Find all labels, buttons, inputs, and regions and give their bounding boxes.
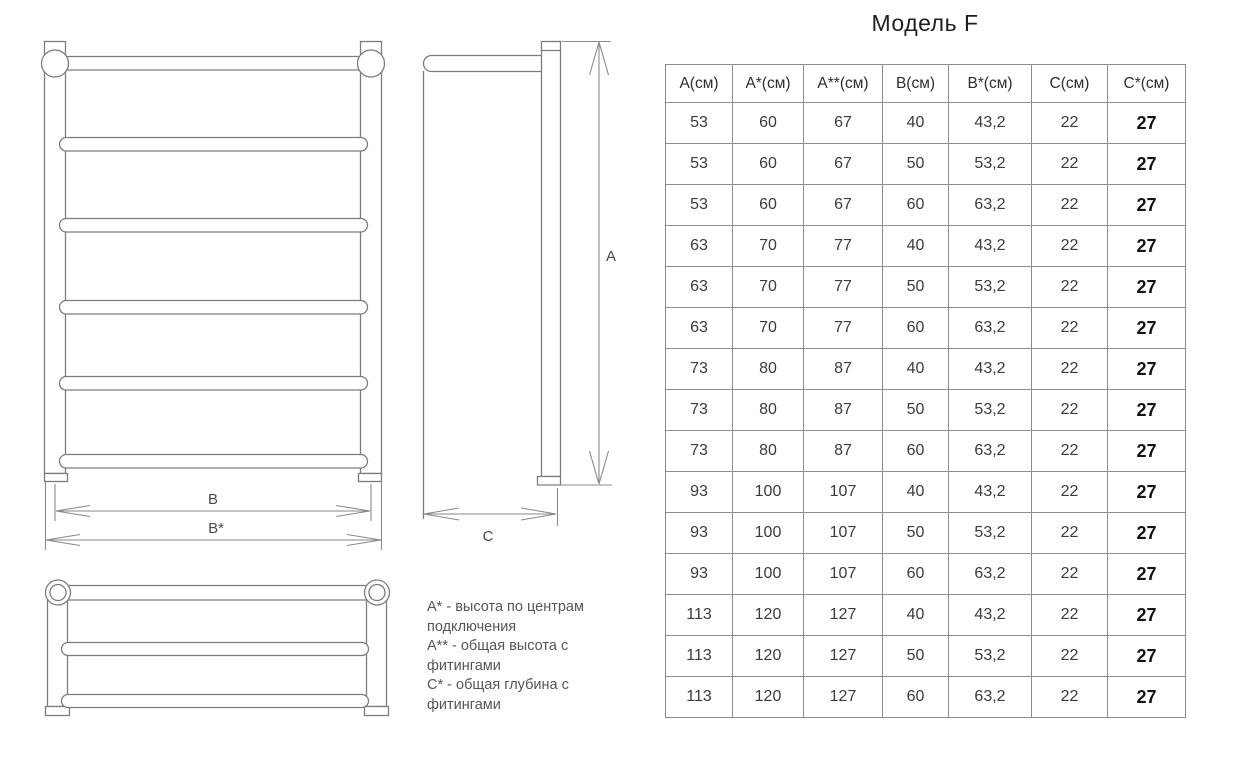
table-cell: 93 [666,472,733,513]
table-cell: 120 [733,636,804,677]
table-row [666,226,1186,267]
table-cell: 22 [1032,267,1108,308]
table-cell: 63,2 [949,185,1032,226]
detail-view [46,580,390,716]
table-cell: 60 [883,554,949,595]
table-row [666,390,1186,431]
table-cell: 27 [1108,349,1186,390]
table-cell: 50 [883,390,949,431]
column-header: В*(см) [949,65,1032,103]
table-cell: 50 [883,636,949,677]
table-cell: 22 [1032,472,1108,513]
table-cell: 22 [1032,349,1108,390]
detail-rung [62,643,369,656]
table-cell: 53,2 [949,390,1032,431]
dimension-legend [427,598,612,715]
table-cell: 27 [1108,185,1186,226]
side-top-bar [424,56,550,72]
table-cell: 60 [883,677,949,718]
spec-table-body [666,103,1186,718]
fitting-circle [42,50,69,77]
column-header: А*(см) [733,65,804,103]
table-row [666,144,1186,185]
table-row [666,267,1186,308]
column-header: А(см) [666,65,733,103]
legend-line: А* - высота по центрам [427,599,584,615]
table-cell: 70 [733,267,804,308]
detail-right-foot [365,707,389,716]
table-cell: 40 [883,472,949,513]
rung [60,138,368,152]
table-cell: 107 [804,513,883,554]
table-cell: 127 [804,677,883,718]
table-cell: 43,2 [949,349,1032,390]
table-row [666,636,1186,677]
table-cell: 107 [804,472,883,513]
table-row [666,513,1186,554]
table-row [666,595,1186,636]
table-cell: 63 [666,308,733,349]
table-cell: 53 [666,185,733,226]
legend-line: фитингами [427,657,501,674]
table-cell: 27 [1108,144,1186,185]
fitting-circle [358,50,385,77]
table-cell: 27 [1108,308,1186,349]
table-cell: 40 [883,595,949,636]
table-cell: 53,2 [949,513,1032,554]
table-cell: 22 [1032,226,1108,267]
table-cell: 73 [666,390,733,431]
front-right-post [361,42,382,474]
legend-line: подключения [427,618,517,635]
table-cell: 87 [804,431,883,472]
table-cell: 77 [804,308,883,349]
table-cell: 67 [804,144,883,185]
table-cell: 93 [666,554,733,595]
table-cell: 50 [883,267,949,308]
table-cell: 60 [883,308,949,349]
table-cell: 60 [883,185,949,226]
table-row [666,185,1186,226]
table-cell: 63 [666,267,733,308]
table-cell: 107 [804,554,883,595]
table-cell: 120 [733,595,804,636]
dimension-C [424,488,558,545]
table-cell: 22 [1032,431,1108,472]
table-cell: 63,2 [949,308,1032,349]
table-cell: 22 [1032,554,1108,595]
rung [60,301,368,315]
table-cell: 27 [1108,513,1186,554]
table-row [666,677,1186,718]
table-cell: 63 [666,226,733,267]
table-cell: 27 [1108,431,1186,472]
table-cell: 60 [733,185,804,226]
dimension-label-B: B [207,491,219,508]
page-title: Модель F [871,10,979,36]
table-cell: 87 [804,390,883,431]
table-cell: 60 [733,144,804,185]
table-cell: 22 [1032,390,1108,431]
table-cell: 27 [1108,267,1186,308]
table-cell: 43,2 [949,472,1032,513]
table-cell: 73 [666,431,733,472]
column-header: С(см) [1032,65,1108,103]
table-cell: 113 [666,636,733,677]
table-cell: 53,2 [949,636,1032,677]
table-cell: 53,2 [949,144,1032,185]
table-cell: 43,2 [949,226,1032,267]
table-cell: 40 [883,103,949,144]
table-row [666,431,1186,472]
front-left-post [45,42,66,474]
table-cell: 53,2 [949,267,1032,308]
table-cell: 80 [733,390,804,431]
table-cell: 27 [1108,226,1186,267]
column-header: А**(см) [804,65,883,103]
spec-table [665,64,1186,718]
column-header: С*(см) [1108,65,1186,103]
table-cell: 70 [733,226,804,267]
table-cell: 80 [733,349,804,390]
table-cell: 100 [733,472,804,513]
table-cell: 63,2 [949,677,1032,718]
table-cell: 43,2 [949,103,1032,144]
dimension-label-B-star: B* [208,520,224,537]
table-cell: 27 [1108,390,1186,431]
table-cell: 22 [1032,308,1108,349]
dimension-label-C: C [482,528,494,545]
table-row [666,349,1186,390]
table-cell: 100 [733,513,804,554]
table-cell: 27 [1108,677,1186,718]
table-cell: 77 [804,226,883,267]
table-cell: 53 [666,103,733,144]
column-header: В(см) [883,65,949,103]
dimension-label-A: A [606,248,617,265]
table-cell: 113 [666,595,733,636]
rung [60,219,368,233]
table-cell: 127 [804,636,883,677]
table-cell: 50 [883,513,949,554]
legend-line: С* - общая глубина с [427,677,569,693]
table-cell: 113 [666,677,733,718]
legend-line: фитингами [427,696,501,713]
table-cell: 63,2 [949,554,1032,595]
front-right-bracket [359,474,382,482]
table-cell: 53 [666,144,733,185]
side-view [424,42,617,546]
table-cell: 27 [1108,636,1186,677]
table-cell: 22 [1032,185,1108,226]
table-cell: 60 [733,103,804,144]
table-cell: 43,2 [949,595,1032,636]
side-bottom-bracket [538,477,561,486]
table-cell: 50 [883,144,949,185]
detail-top-bar [58,586,377,601]
rung [60,377,368,391]
table-cell: 22 [1032,103,1108,144]
table-cell: 27 [1108,554,1186,595]
top-bar [55,57,371,71]
fitting-ring-inner [369,585,385,601]
table-cell: 77 [804,267,883,308]
table-cell: 127 [804,595,883,636]
table-row [666,308,1186,349]
detail-right-post [367,595,387,707]
table-row [666,554,1186,595]
front-view [42,42,385,551]
dimension-B [55,484,371,521]
table-cell: 67 [804,185,883,226]
table-cell: 27 [1108,595,1186,636]
detail-rung [62,695,369,708]
table-cell: 87 [804,349,883,390]
table-cell: 67 [804,103,883,144]
fitting-ring-inner [50,585,66,601]
table-cell: 80 [733,431,804,472]
side-post [542,42,561,477]
table-cell: 22 [1032,677,1108,718]
table-cell: 100 [733,554,804,595]
table-cell: 63,2 [949,431,1032,472]
spec-table-header-row [666,65,1186,103]
table-cell: 40 [883,349,949,390]
table-cell: 40 [883,226,949,267]
front-left-bracket [45,474,68,482]
table-row [666,103,1186,144]
table-cell: 27 [1108,472,1186,513]
table-cell: 60 [883,431,949,472]
table-cell: 22 [1032,513,1108,554]
table-cell: 70 [733,308,804,349]
table-cell: 73 [666,349,733,390]
table-cell: 22 [1032,636,1108,677]
rung [60,455,368,469]
table-cell: 27 [1108,103,1186,144]
legend-line: А** - общая высота с [427,638,569,654]
table-cell: 120 [733,677,804,718]
table-cell: 22 [1032,595,1108,636]
table-cell: 93 [666,513,733,554]
table-cell: 22 [1032,144,1108,185]
table-row [666,472,1186,513]
